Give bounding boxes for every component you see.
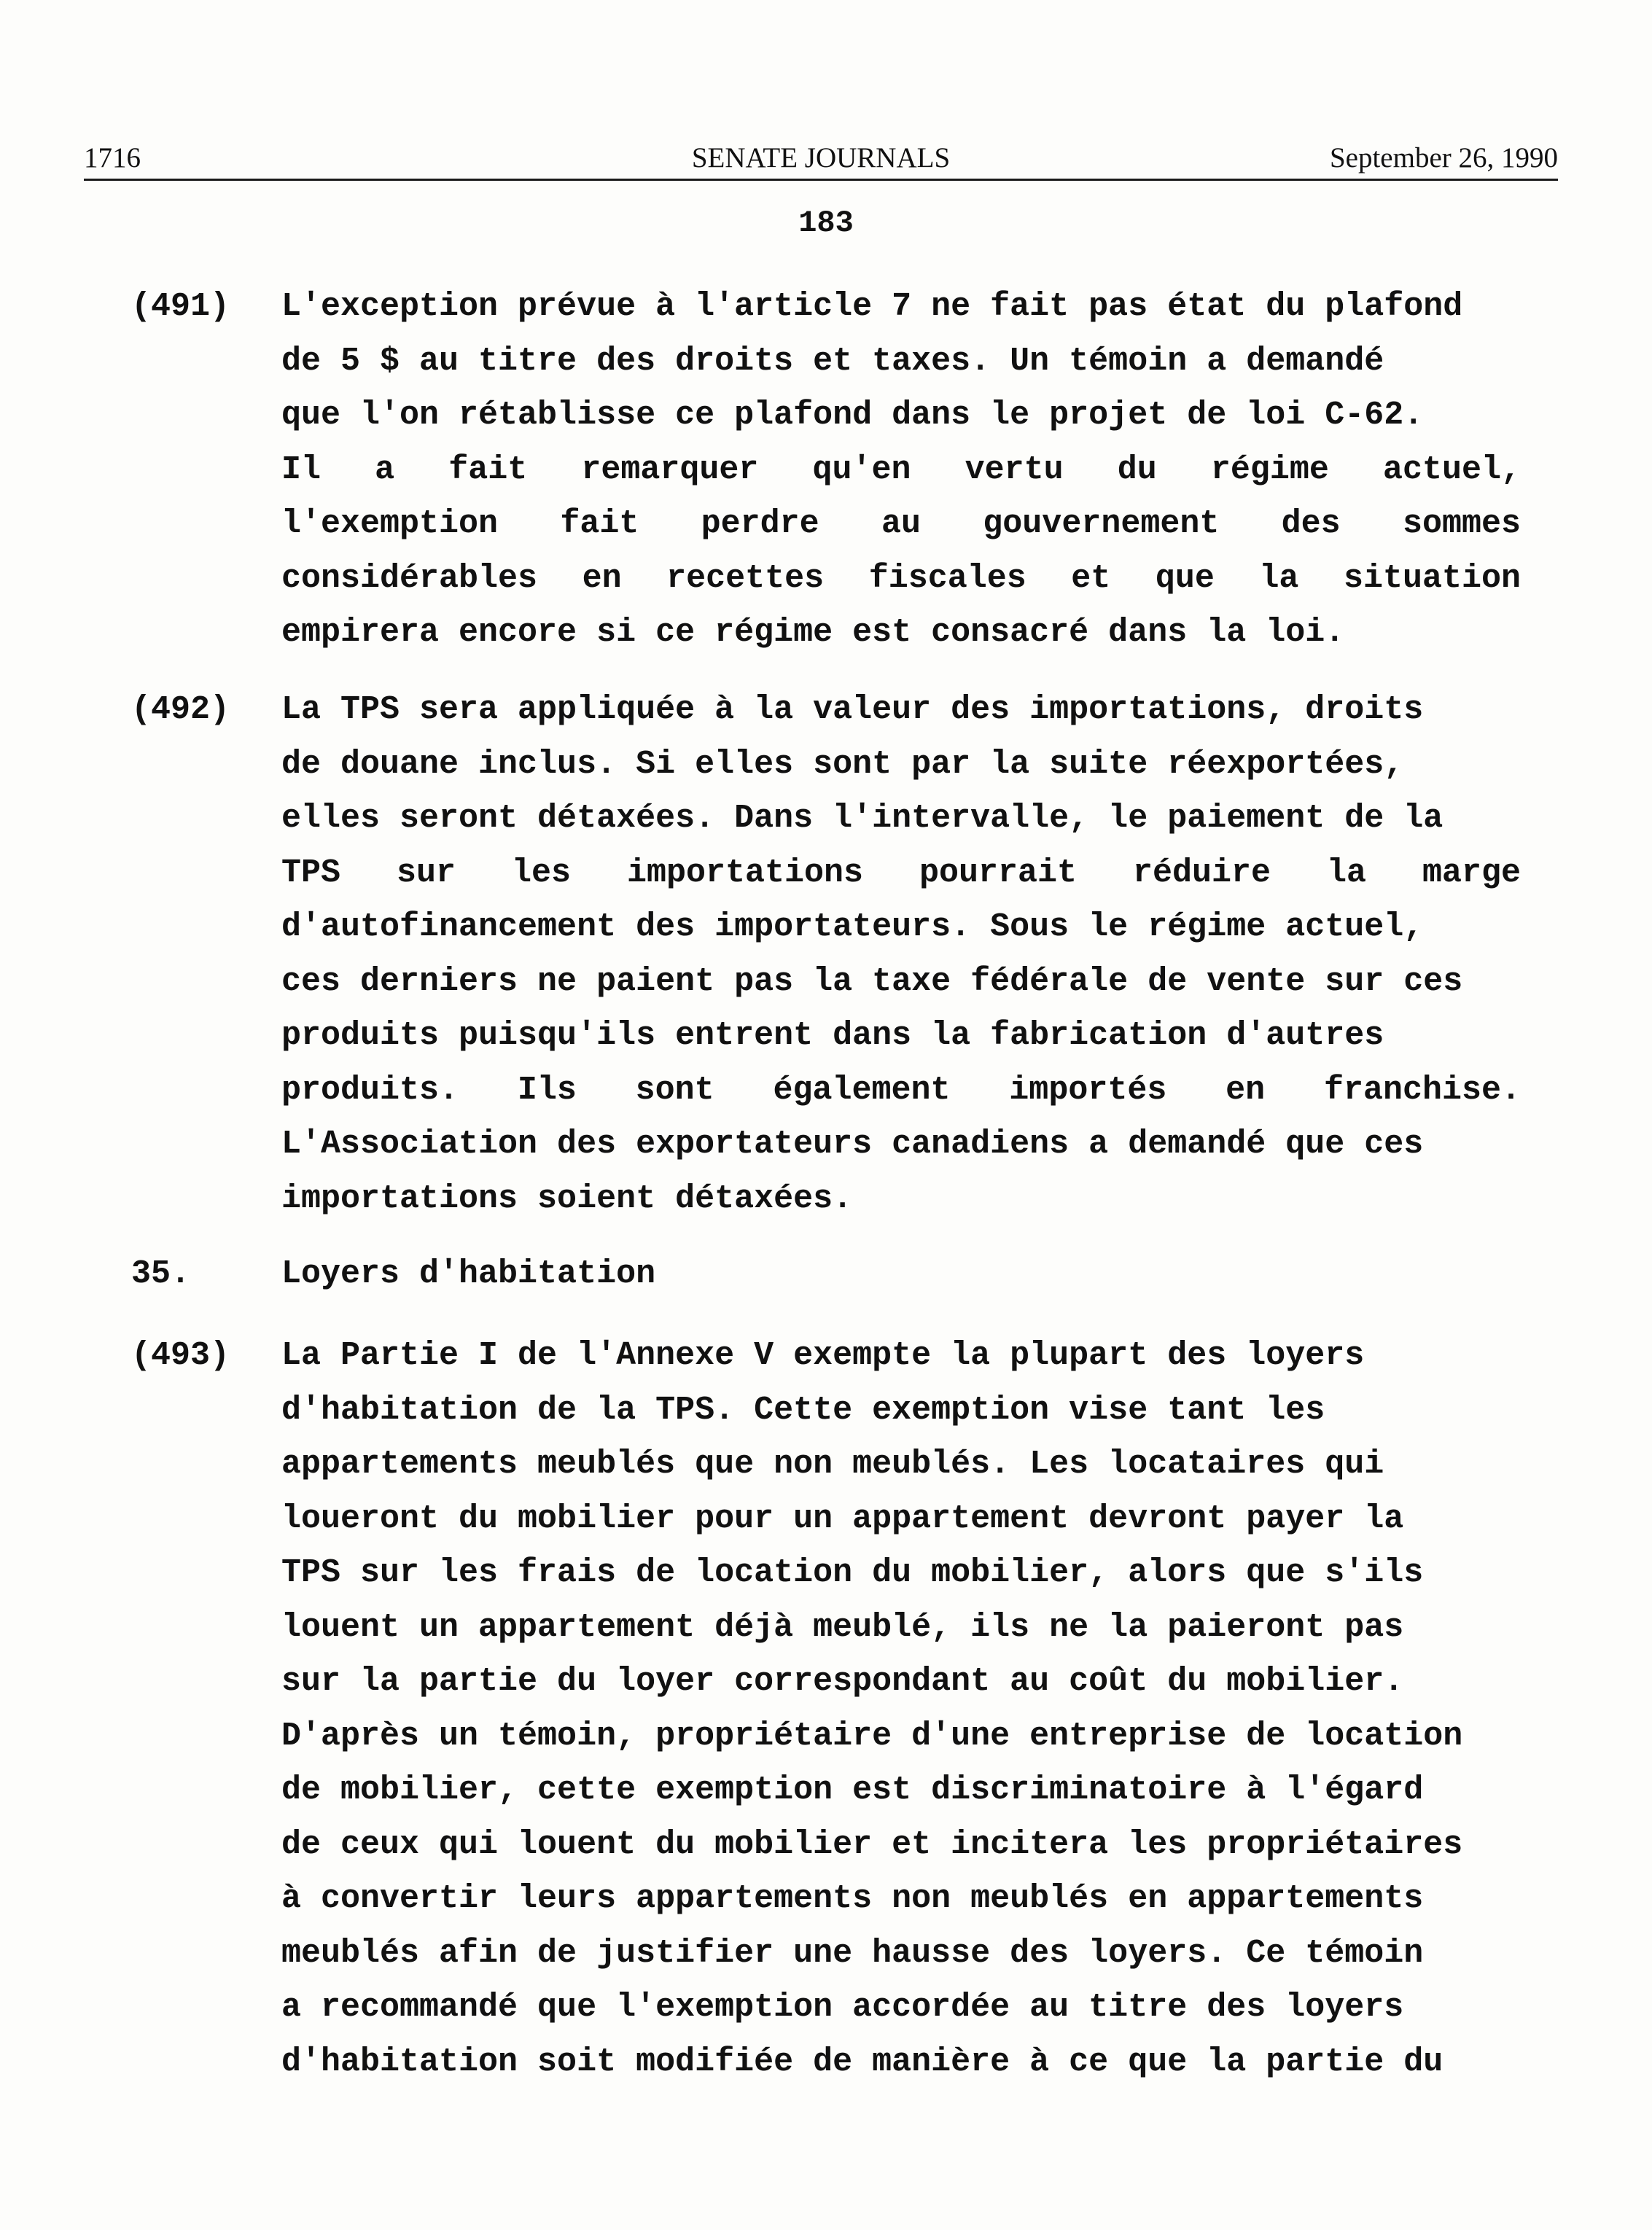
- header-journal-title: SENATE JOURNALS: [691, 142, 951, 174]
- text-line: de douane inclus. Si elles sont par la suite réexportées,: [281, 745, 1404, 783]
- paragraph-number: (492): [131, 691, 230, 728]
- text-line: empirera encore si ce régime est consacré dans la loi.: [281, 614, 1345, 651]
- text-line: La Partie I de l'Annexe V exempte la plupart des loyers: [281, 1337, 1365, 1374]
- section-title: [281, 1247, 1521, 1302]
- text-line: sur la partie du loyer correspondant au coût du mobilier.: [281, 1663, 1404, 1700]
- text-line: produits puisqu'ils entrent dans la fabrication d'autres: [281, 1017, 1384, 1054]
- text-line: Loyers d'habitation: [281, 1255, 656, 1293]
- text-line: d'habitation soit modifiée de manière à ce que la partie du: [281, 2043, 1443, 2081]
- text-line: de 5 $ au titre des droits et taxes. Un témoin a demandé: [281, 342, 1384, 380]
- section-number: 35.: [131, 1255, 191, 1293]
- text-line: produits. Ils sont également importés en franchise.: [281, 1071, 1521, 1109]
- paragraph-491: [0, 280, 1652, 674]
- text-line: meublés afin de justifier une hausse des loyers. Ce témoin: [281, 1934, 1424, 1972]
- paragraph-number: (491): [131, 288, 230, 325]
- text-line: l'exemption fait perdre au gouvernement des sommes: [281, 505, 1521, 542]
- section-35-heading: [0, 1247, 1652, 1306]
- text-line: D'après un témoin, propriétaire d'une entreprise de location: [281, 1717, 1463, 1755]
- text-line: que l'on rétablisse ce plafond dans le projet de loi C-62.: [281, 397, 1424, 434]
- text-line: louent un appartement déjà meublé, ils ne la paieront pas: [281, 1608, 1404, 1646]
- text-line: appartements meublés que non meublés. Les locataires qui: [281, 1446, 1384, 1483]
- header-date: September 26, 1990: [1329, 142, 1558, 174]
- text-line: TPS sur les frais de location du mobilier, alors que s'ils: [281, 1554, 1424, 1591]
- text-line: importations soient détaxées.: [281, 1180, 853, 1217]
- paragraph-number: (493): [131, 1337, 230, 1374]
- paragraph-text: [281, 1329, 1521, 2089]
- page-header: [84, 135, 1558, 181]
- paragraph-text: [281, 683, 1521, 1226]
- text-line: d'habitation de la TPS. Cette exemption vise tant les: [281, 1391, 1325, 1429]
- text-line: TPS sur les importations pourrait réduire la marge: [281, 854, 1521, 892]
- text-line: d'autofinancement des importateurs. Sous le régime actuel,: [281, 908, 1424, 946]
- paragraph-493: [0, 1329, 1652, 2102]
- text-line: à convertir leurs appartements non meublés en appartements: [281, 1880, 1424, 1917]
- text-line: de ceux qui louent du mobilier et incitera les propriétaires: [281, 1825, 1463, 1863]
- text-line: Il a fait remarquer qu'en vertu du régime actuel,: [281, 451, 1521, 488]
- header-page-number: 1716: [84, 142, 141, 174]
- text-line: La TPS sera appliquée à la valeur des importations, droits: [281, 691, 1424, 728]
- text-line: loueront du mobilier pour un appartement devront payer la: [281, 1500, 1404, 1537]
- paragraph-text: [281, 280, 1521, 660]
- paragraph-492: [0, 683, 1652, 1237]
- text-line: L'exception prévue à l'article 7 ne fait pas état du plafond: [281, 288, 1463, 325]
- section-page-number: 183: [798, 206, 854, 241]
- text-line: a recommandé que l'exemption accordée au titre des loyers: [281, 1989, 1404, 2026]
- text-line: considérables en recettes fiscales et que la situation: [281, 559, 1521, 597]
- text-line: L'Association des exportateurs canadiens a demandé que ces: [281, 1126, 1424, 1163]
- text-line: elles seront détaxées. Dans l'intervalle, le paiement de la: [281, 800, 1443, 837]
- text-line: ces derniers ne paient pas la taxe fédérale de vente sur ces: [281, 962, 1463, 1000]
- text-line: de mobilier, cette exemption est discriminatoire à l'égard: [281, 1771, 1424, 1809]
